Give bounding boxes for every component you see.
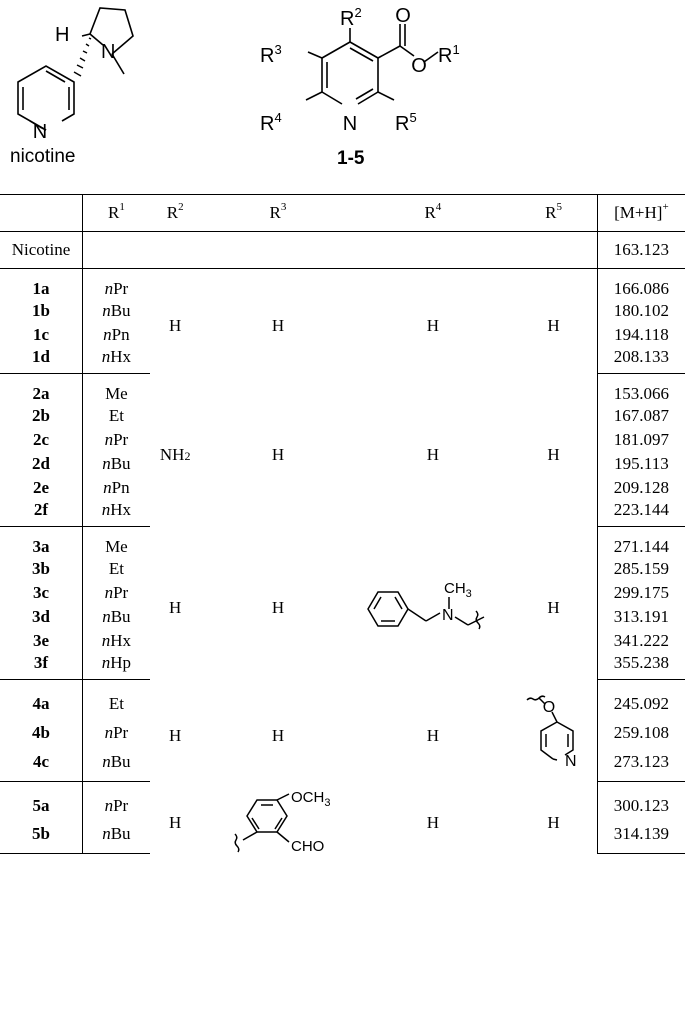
mass-value: 180.102 bbox=[597, 299, 685, 323]
mass-value: 245.092 bbox=[597, 680, 685, 718]
compound-id: 3d bbox=[0, 605, 82, 629]
compound-id: 4a bbox=[0, 680, 82, 718]
r2-cell: H bbox=[150, 269, 201, 374]
nicotine-caption: nicotine bbox=[10, 146, 76, 167]
r4-cell bbox=[355, 527, 510, 680]
r2-cell: NH2 bbox=[159, 445, 191, 464]
r3-cell: H bbox=[271, 445, 285, 464]
header-mass: [M+H]+ bbox=[597, 195, 685, 232]
r1-cell: Et bbox=[108, 559, 124, 578]
compound-id: 3e bbox=[0, 629, 82, 653]
mass-value: 166.086 bbox=[597, 269, 685, 300]
r1-cell: nBu bbox=[82, 748, 149, 781]
r1-cell: nBu bbox=[102, 454, 131, 473]
mass-value: 194.118 bbox=[597, 323, 685, 347]
header-compound bbox=[0, 195, 82, 232]
compound-id: 2d bbox=[0, 452, 82, 476]
r3-cell bbox=[201, 782, 356, 854]
r1-cell: Et bbox=[108, 406, 124, 425]
r1-cell: nBu bbox=[102, 607, 131, 626]
general-structure bbox=[250, 0, 490, 145]
compound-id: 3f bbox=[0, 653, 82, 680]
mass-value: 300.123 bbox=[597, 782, 685, 821]
r1-cell: Me bbox=[105, 537, 128, 556]
r5-cell: H bbox=[547, 598, 560, 617]
r1-cell: nPr bbox=[104, 583, 129, 602]
r5-cell: H bbox=[547, 445, 560, 464]
compound-id: 1c bbox=[0, 323, 82, 347]
table-row bbox=[0, 782, 685, 821]
r2-cell: H bbox=[169, 725, 182, 745]
r1-cell: nBu bbox=[82, 820, 149, 853]
compound-id: 3a bbox=[0, 527, 82, 558]
header-r2: $R^2$ bbox=[150, 195, 201, 232]
mass-value: 153.066 bbox=[597, 374, 685, 405]
pyridyloxy-substituent bbox=[519, 690, 589, 782]
mass-value: 313.191 bbox=[597, 605, 685, 629]
nicotine-n-pyridine: N bbox=[32, 121, 48, 140]
general-o-carbonyl: O bbox=[395, 5, 411, 27]
mass-value: 181.097 bbox=[597, 428, 685, 452]
compound-id: 2e bbox=[0, 476, 82, 500]
r5-cell: H bbox=[510, 269, 597, 374]
general-r1: $R^1$ bbox=[438, 42, 460, 67]
table-row bbox=[0, 680, 685, 718]
r1-cell: nBu bbox=[102, 301, 131, 320]
r4-ch3: $CH_3$ bbox=[443, 580, 472, 600]
r3-cell: H bbox=[201, 269, 356, 374]
nicotine-n-pyrrolidine: N bbox=[101, 41, 116, 63]
compound-id: 3b bbox=[0, 557, 82, 581]
compound-id: 1d bbox=[0, 347, 82, 374]
r1-cell: nPr bbox=[104, 723, 129, 743]
general-r3: $R^3$ bbox=[260, 42, 282, 67]
table-row bbox=[0, 527, 685, 558]
nicotine-h-atom: H bbox=[55, 24, 70, 46]
r1-cell: nPr bbox=[104, 796, 129, 815]
compound-id: 5a bbox=[0, 782, 82, 821]
compound-name: Nicotine bbox=[0, 232, 82, 269]
header-r1: $R^1$ bbox=[82, 195, 149, 232]
mass-value: 285.159 bbox=[597, 557, 685, 581]
r1-cell: nHx bbox=[82, 500, 149, 527]
general-caption: 1-5 bbox=[337, 148, 365, 169]
mass-value: 163.123 bbox=[597, 232, 685, 269]
r5-cell bbox=[510, 680, 597, 782]
compound-id: 1b bbox=[0, 299, 82, 323]
table-row bbox=[0, 232, 685, 269]
compound-id: 4c bbox=[0, 748, 82, 781]
r5-o-atom: O bbox=[542, 698, 555, 716]
mass-value: 167.087 bbox=[597, 404, 685, 428]
r4-n-atom: N bbox=[441, 607, 454, 624]
table-row bbox=[0, 269, 685, 300]
r1-cell: nHp bbox=[82, 653, 149, 680]
mass-value: 314.139 bbox=[597, 820, 685, 853]
compound-id: 2f bbox=[0, 500, 82, 527]
r1-cell: nHx bbox=[101, 631, 132, 650]
r1-cell: nPr bbox=[104, 430, 129, 449]
r4-cell: H bbox=[426, 725, 440, 745]
mass-value: 223.144 bbox=[597, 500, 685, 527]
nicotine-structure bbox=[0, 0, 140, 140]
table-row bbox=[0, 374, 685, 405]
mass-value: 259.108 bbox=[597, 718, 685, 748]
r4-cell: H bbox=[426, 812, 440, 832]
r4-cell: H bbox=[355, 269, 510, 374]
compound-id: 5b bbox=[0, 820, 82, 853]
r1-cell: nPn bbox=[103, 325, 130, 344]
header-r4: $R^4$ bbox=[355, 195, 510, 232]
formyl-methoxyphenyl-substituent bbox=[203, 792, 353, 854]
r1-cell: nPr bbox=[82, 269, 149, 300]
mass-value: 195.113 bbox=[597, 452, 685, 476]
mass-value: 208.133 bbox=[597, 347, 685, 374]
general-o-ester: O bbox=[411, 55, 427, 77]
r1-cell: Et bbox=[108, 693, 124, 713]
general-r5: $R^5$ bbox=[395, 110, 417, 135]
r4-cell: H bbox=[426, 445, 440, 464]
general-r2: $R^2$ bbox=[340, 5, 362, 30]
mass-value: 271.144 bbox=[597, 527, 685, 558]
r3-cell: H bbox=[271, 598, 285, 617]
r3-cell: H bbox=[271, 725, 285, 745]
general-n-ring: N bbox=[342, 113, 358, 135]
general-r4: $R^4$ bbox=[260, 110, 282, 135]
compound-id: 2a bbox=[0, 374, 82, 405]
r1-cell: nPn bbox=[103, 478, 130, 497]
mass-value: 209.128 bbox=[597, 476, 685, 500]
mass-value: 355.238 bbox=[597, 653, 685, 680]
compound-id: 3c bbox=[0, 581, 82, 605]
r2-cell: H bbox=[169, 598, 182, 617]
r3-och3: $OCH_3$ bbox=[290, 791, 331, 809]
mass-value: 341.222 bbox=[597, 629, 685, 653]
r1-cell: nHx bbox=[82, 347, 149, 374]
header-row bbox=[0, 195, 685, 232]
compound-table bbox=[0, 194, 685, 854]
mass-value: 273.123 bbox=[597, 748, 685, 781]
compound-id: 2b bbox=[0, 404, 82, 428]
compound-id: 4b bbox=[0, 718, 82, 748]
compound-id: 2c bbox=[0, 428, 82, 452]
r5-n-atom: N bbox=[564, 752, 577, 770]
compound-id: 1a bbox=[0, 269, 82, 300]
benzylmethylamino-substituent bbox=[358, 573, 508, 643]
r1-cell: Me bbox=[105, 384, 128, 403]
header-r5: $R^5$ bbox=[510, 195, 597, 232]
header-r3: $R^3$ bbox=[201, 195, 356, 232]
r3-cho: CHO bbox=[290, 837, 325, 854]
r2-cell: H bbox=[169, 812, 182, 832]
mass-value: 299.175 bbox=[597, 581, 685, 605]
r5-cell: H bbox=[547, 812, 560, 832]
